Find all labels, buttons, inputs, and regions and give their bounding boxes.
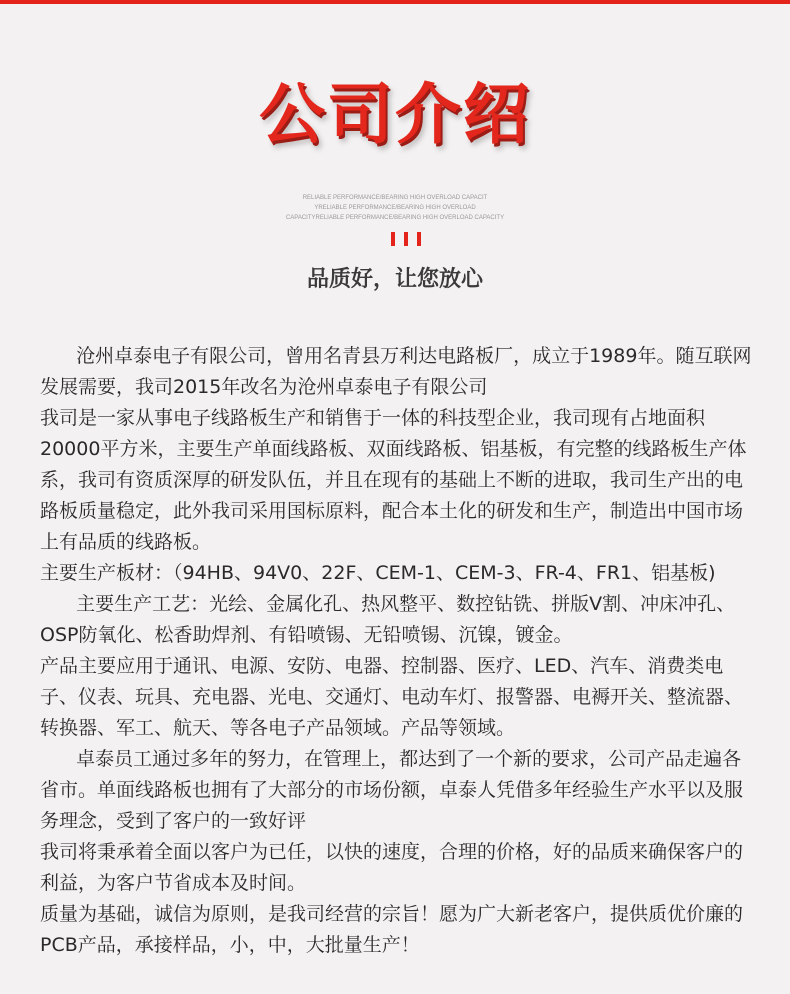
english-subtitle <box>0 193 790 223</box>
paragraph: 质量为基础，诚信为原则，是我司经营的宗旨！愿为广大新老客户，提供质优价廉的PCB产品，承接样品，小，中，大批量生产！ <box>40 903 744 956</box>
decorative-bar <box>391 232 395 246</box>
slogan-heading: 品质好，让您放心 <box>306 267 483 292</box>
paragraph: 我司是一家从事电子线路板生产和销售于一体的科技型企业，我司现有占地面积20000平方米，主要生产单面线路板、双面线路板、铝基板，有完整的线路板生产体系，我司有资质深厚的研发队伍，并且在现有的基础上不断的进取，我司生产出的电路板质量稳定，此外我司采用国标原料，配合本土化的研发和生产，制造出中国市场上有品质的线路板。 <box>40 407 747 553</box>
english-subtitle-line: CAPACITYRELIABLE PERFORMANCE/BEARING HIGH OVERLOAD CAPACITY <box>285 215 505 221</box>
paragraph: 卓泰员工通过多年的努力，在管理上，都达到了一个新的要求，公司产品走遍各省市。单面线路板也拥有了大部分的市场份额，卓泰人凭借多年经验生产水平以及服务理念，受到了客户的一致好评 <box>40 748 744 832</box>
english-subtitle-line: RELIABLE PERFORMANCE/BEARING HIGH OVERLOAD CAPACIT <box>302 195 488 201</box>
paragraph: 我司将秉承着全面以客户为已任，以快的速度，合理的价格，好的品质来确保客户的利益，为客户节省成本及时间。 <box>40 841 744 894</box>
paragraph: 主要生产工艺：光绘、金属化孔、热风整平、数控钻铣、拼版V割、冲床冲孔、OSP防氧化、松香助焊剂、有铅喷锡、无铅喷锡、沉镍，镀金。 <box>40 593 736 646</box>
company-intro-text <box>40 341 752 961</box>
decorative-bar <box>404 232 408 246</box>
top-accent-bar <box>0 0 790 4</box>
paragraph: 主要生产板材：（94HB、94V0、22F、CEM-1、CEM-3、FR-4、FR1、铝基板) <box>40 562 716 584</box>
english-subtitle-line: YRELIABLE PERFORMANCE/BEARING HIGH OVERLOAD <box>314 205 476 211</box>
decorative-bar <box>417 232 421 246</box>
paragraph: 产品主要应用于通讯、电源、安防、电器、控制器、医疗、LED、汽车、消费类电子、仪表、玩具、充电器、光电、交通灯、电动车灯、报警器、电褥开关、整流器、转换器、军工、航天、等各电子产品领域。产品等领域。 <box>40 655 744 739</box>
paragraph: 沧州卓泰电子有限公司，曾用名青县万利达电路板厂，成立于1989年。随互联网发展需要，我司2015年改名为沧州卓泰电子有限公司 <box>40 345 752 398</box>
decorative-bars <box>391 232 421 246</box>
page-title: 公司介绍 <box>259 76 531 153</box>
